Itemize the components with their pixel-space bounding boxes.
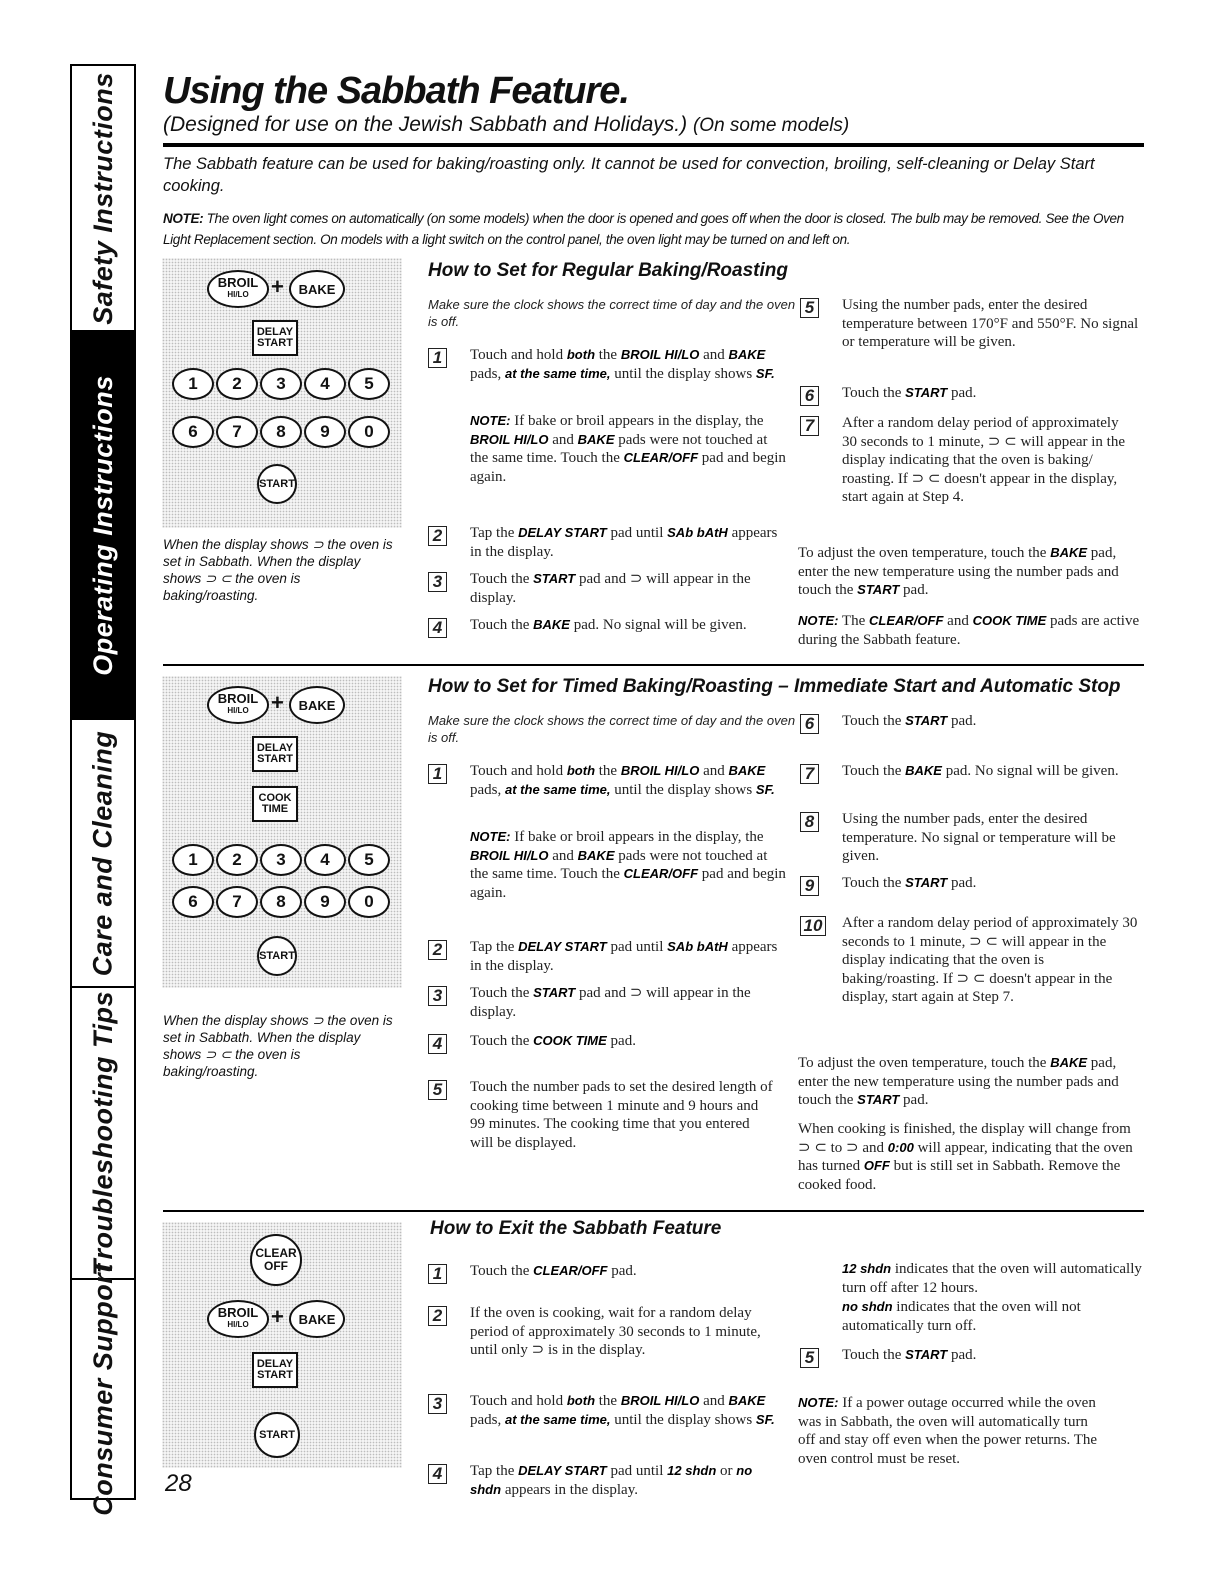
step-2: 2 Tap the DELAY START pad until SAb bAtH appears in the display. — [428, 938, 786, 975]
page-subtitle: (Designed for use on the Jewish Sabbath and Holidays.) (On some models) — [163, 113, 850, 136]
step-5: 5 Using the number pads, enter the desired temperature between 170°F and 550°F. No signal or temperature will be given. — [800, 296, 1144, 352]
step-4: 4 Touch the COOK TIME pad. — [428, 1032, 786, 1051]
title-rule — [163, 143, 1144, 147]
section-lead: Make sure the clock shows the correct time of day and the oven is off. — [428, 297, 796, 329]
sabbath-display-caption-2: When the display shows ⊃ the oven is set in Sabbath. When the display shows ⊃ ⊂ the oven is baking/roasting. — [163, 1013, 393, 1079]
step-3: 3 Touch the START pad and ⊃ will appear in the display. — [428, 984, 786, 1021]
tab-care-and-cleaning[interactable]: Care and Cleaning — [72, 720, 134, 988]
bake-key: BAKE — [289, 1300, 345, 1338]
step-1-note: NOTE: If bake or broil appears in the display, the BROIL HI/LO and BAKE pads were not touched at the same time. Touch the CLEAR/OFF pad and begin again. — [470, 413, 786, 485]
number-key-5: 5 — [348, 368, 390, 400]
section-divider-1 — [163, 664, 1144, 666]
step-7: 7 Touch the BAKE pad. No signal will be given. — [800, 762, 1144, 781]
step-4: 4 Touch the BAKE pad. No signal will be given. — [428, 616, 758, 635]
number-key-2: 2 — [216, 844, 258, 876]
plus-sign: + — [271, 274, 284, 299]
no-shdn-description: no shdn indicates that the oven will not automatically turn off. — [842, 1299, 1081, 1334]
number-key-3: 3 — [260, 368, 302, 400]
number-key-6: 6 — [172, 886, 214, 918]
shdn-12-description: 12 shdn indicates that the oven will automatically turn off after 12 hours. — [842, 1261, 1142, 1296]
step-1: 1 Touch and hold both the BROIL HI/LO and BAKE pads, at the same time, until the display shows SF. — [428, 346, 786, 383]
step-9: 9 Touch the START pad. — [800, 874, 1144, 893]
start-key: START — [257, 464, 297, 504]
section-tabs — [70, 64, 136, 1516]
adjust-temperature-text: To adjust the oven temperature, touch the BAKE pad, enter the new temperature using the number pads and touch the START pad. — [798, 1055, 1119, 1108]
step-3: 3 Touch and hold both the BROIL HI/LO and BAKE pads, at the same time, until the display shows SF. — [428, 1392, 778, 1429]
step-1: 1 Touch the CLEAR/OFF pad. — [428, 1262, 786, 1281]
number-key-0: 0 — [348, 416, 390, 448]
number-key-4: 4 — [304, 844, 346, 876]
delay-start-key: DELAY START — [252, 1352, 298, 1388]
number-key-0: 0 — [348, 886, 390, 918]
step-4: 4 Tap the DELAY START pad until 12 shdn or no shdn appears in the display. — [428, 1462, 778, 1499]
number-key-7: 7 — [216, 416, 258, 448]
tab-operating-instructions[interactable]: Operating Instructions — [72, 332, 134, 720]
step-6: 6 Touch the START pad. — [800, 384, 1144, 403]
step-10: 10 After a random delay period of approximately 30 seconds to 1 minute, ⊃ ⊂ will appear in the display indicating that the oven is baking/roasting. If ⊃ ⊂ doesn't appear in the display, start again at Step 7. — [800, 914, 1144, 1007]
section-divider-2 — [163, 1210, 1144, 1212]
section-note: NOTE: The CLEAR/OFF and COOK TIME pads are active during the Sabbath feature. — [798, 613, 1140, 648]
cooking-finished-text: When cooking is finished, the display will change from ⊃ ⊂ to ⊃ and 0:00 will appear, indicating that the oven has turned OFF but is still set in Sabbath. Remove the cooked food. — [798, 1121, 1133, 1193]
broil-hilo-key: BROIL HI/LO — [207, 1300, 269, 1338]
number-key-6: 6 — [172, 416, 214, 448]
tab-troubleshooting-tips[interactable]: Troubleshooting Tips — [72, 988, 134, 1280]
page-number: 28 — [165, 1470, 192, 1497]
start-key: START — [254, 1412, 300, 1458]
step-5: 5 Touch the START pad. — [800, 1346, 1144, 1365]
broil-hilo-key: BROIL HI/LO — [207, 686, 269, 724]
page-title: Using the Sabbath Feature. — [163, 70, 629, 112]
step-1: 1 Touch and hold both the BROIL HI/LO and BAKE pads, at the same time, until the display shows SF. — [428, 762, 786, 799]
plus-sign: + — [271, 690, 284, 715]
bake-key: BAKE — [289, 686, 345, 724]
intro-text: The Sabbath feature can be used for baking/roasting only. It cannot be used for convection, broiling, self-cleaning or Delay Start cooking. — [163, 155, 1095, 195]
step-2: 2 Tap the DELAY START pad until SAb bAtH appears in the display. — [428, 524, 786, 561]
number-key-9: 9 — [304, 886, 346, 918]
light-note: NOTE: The oven light comes on automatically (on some models) when the door is opened and goes off when the door is closed. The bulb may be removed. See the Oven Light Replacement section. On models with a light switch on the control panel, the oven light may be turned on and left on. — [163, 211, 1124, 247]
number-key-3: 3 — [260, 844, 302, 876]
bake-key: BAKE — [289, 270, 345, 308]
start-key: START — [257, 936, 297, 976]
power-outage-note: NOTE: If a power outage occurred while the oven was in Sabbath, the oven will automatically turn off and stay off even when the power returns. The oven control must be reset. — [798, 1395, 1098, 1467]
number-key-2: 2 — [216, 368, 258, 400]
section-heading-regular-baking: How to Set for Regular Baking/Roasting — [428, 260, 788, 281]
control-panel-illustration-3 — [162, 1222, 402, 1468]
step-3: 3 Touch the START pad and ⊃ will appear in the display. — [428, 570, 786, 607]
section-lead: Make sure the clock shows the correct time of day and the oven is off. — [428, 713, 796, 745]
step-2: 2 If the oven is cooking, wait for a random delay period of approximately 30 seconds to 1 minute, until only ⊃ is in the display. — [428, 1304, 778, 1360]
delay-start-key: DELAY START — [252, 320, 298, 356]
plus-sign: + — [271, 1304, 284, 1329]
delay-start-key: DELAY START — [252, 736, 298, 772]
clear-off-key: CLEAR OFF — [250, 1234, 302, 1286]
control-panel-illustration-1 — [162, 258, 402, 528]
section-heading-timed-baking: How to Set for Timed Baking/Roasting – Immediate Start and Automatic Stop — [428, 676, 1121, 697]
number-key-4: 4 — [304, 368, 346, 400]
step-1-note: NOTE: If bake or broil appears in the display, the BROIL HI/LO and BAKE pads were not touched at the same time. Touch the CLEAR/OFF pad and begin again. — [470, 829, 786, 901]
number-key-8: 8 — [260, 886, 302, 918]
number-key-8: 8 — [260, 416, 302, 448]
control-panel-illustration-2 — [162, 676, 402, 988]
broil-hilo-key: BROIL HI/LO — [207, 270, 269, 308]
step-8: 8 Using the number pads, enter the desired temperature. No signal or temperature will be given. — [800, 810, 1130, 866]
adjust-temperature-text: To adjust the oven temperature, touch the BAKE pad, enter the new temperature using the number pads and touch the START pad. — [798, 545, 1119, 598]
number-key-7: 7 — [216, 886, 258, 918]
sabbath-display-caption-1: When the display shows ⊃ the oven is set in Sabbath. When the display shows ⊃ ⊂ the oven is baking/roasting. — [163, 537, 393, 603]
step-7: 7 After a random delay period of approximately 30 seconds to 1 minute, ⊃ ⊂ will appear in the display indicating that the oven is baking/ roasting. If ⊃ ⊂ doesn't appear in the display, start again at Step 4. — [800, 414, 1130, 507]
number-key-9: 9 — [304, 416, 346, 448]
number-key-1: 1 — [172, 844, 214, 876]
tab-consumer-support[interactable]: Consumer Support — [87, 1262, 118, 1516]
step-5: 5 Touch the number pads to set the desired length of cooking time between 1 minute and 9 hours and 99 minutes. The cooking time that you entered will be displayed. — [428, 1078, 774, 1152]
number-key-1: 1 — [172, 368, 214, 400]
section-heading-exit-sabbath: How to Exit the Sabbath Feature — [430, 1218, 722, 1239]
number-key-5: 5 — [348, 844, 390, 876]
tab-safety-instructions[interactable]: Safety Instructions — [72, 66, 134, 332]
cook-time-key: COOK TIME — [252, 786, 298, 822]
step-6: 6 Touch the START pad. — [800, 712, 1144, 731]
